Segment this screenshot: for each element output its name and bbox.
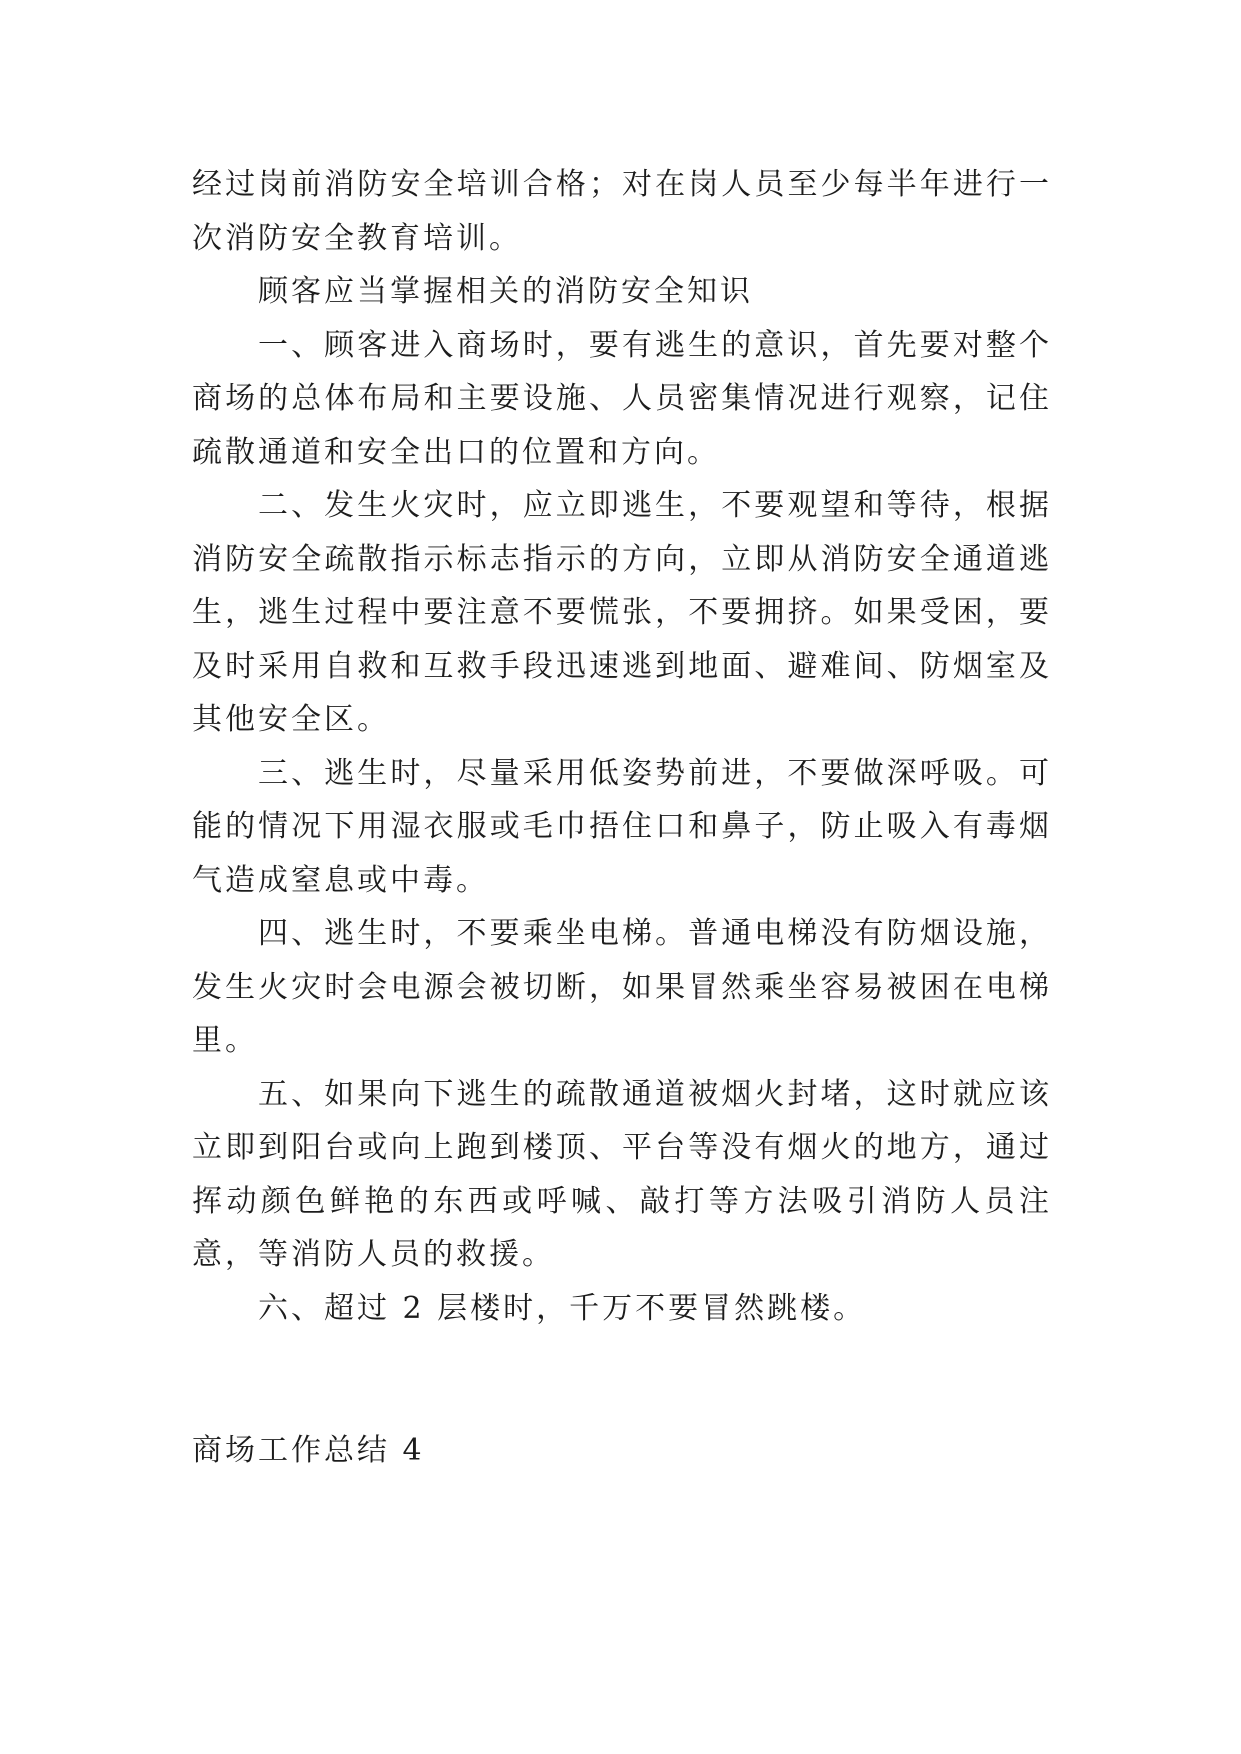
section-title: 商场工作总结 4	[192, 1433, 425, 1468]
paragraph-item-3: 三、逃生时，尽量采用低姿势前进，不要做深呼吸。可能的情况下用湿衣服或毛巾捂住口和鼻子，防止吸入有毒烟气造成窒息或中毒。	[192, 755, 1052, 898]
paragraph-item-4: 四、逃生时，不要乘坐电梯。普通电梯没有防烟设施，发生火灾时会电源会被切断，如果冒然乘坐容易被困在电梯里。	[192, 916, 1052, 1058]
document-body	[192, 158, 1052, 1335]
paragraph-item-5: 五、如果向下逃生的疏散通道被烟火封堵，这时就应该立即到阳台或向上跑到楼顶、平台等没有烟火的地方，通过挥动颜色鲜艳的东西或呼喊、敲打等方法吸引消防人员注意，等消防人员的救援。	[192, 1076, 1052, 1272]
paragraph-item-6: 六、超过 2 层楼时，千万不要冒然跳楼。	[258, 1290, 867, 1326]
paragraph-heading-knowledge: 顾客应当掌握相关的消防安全知识	[258, 274, 753, 309]
paragraph-item-1: 一、顾客进入商场时，要有逃生的意识，首先要对整个商场的总体布局和主要设施、人员密集情况进行观察，记住疏散通道和安全出口的位置和方向。	[192, 327, 1052, 470]
section-heading-block	[192, 1424, 1052, 1478]
paragraph-item-2: 二、发生火灾时，应立即逃生，不要观望和等待，根据消防安全疏散指示标志指示的方向，立即从消防安全通道逃生，逃生过程中要注意不要慌张，不要拥挤。如果受困，要及时采用自救和互救手段迅速逃到地面、避难间、防烟室及其他安全区。	[192, 488, 1052, 737]
paragraph-training: 经过岗前消防安全培训合格；对在岗人员至少每半年进行一次消防安全教育培训。	[192, 167, 1052, 256]
